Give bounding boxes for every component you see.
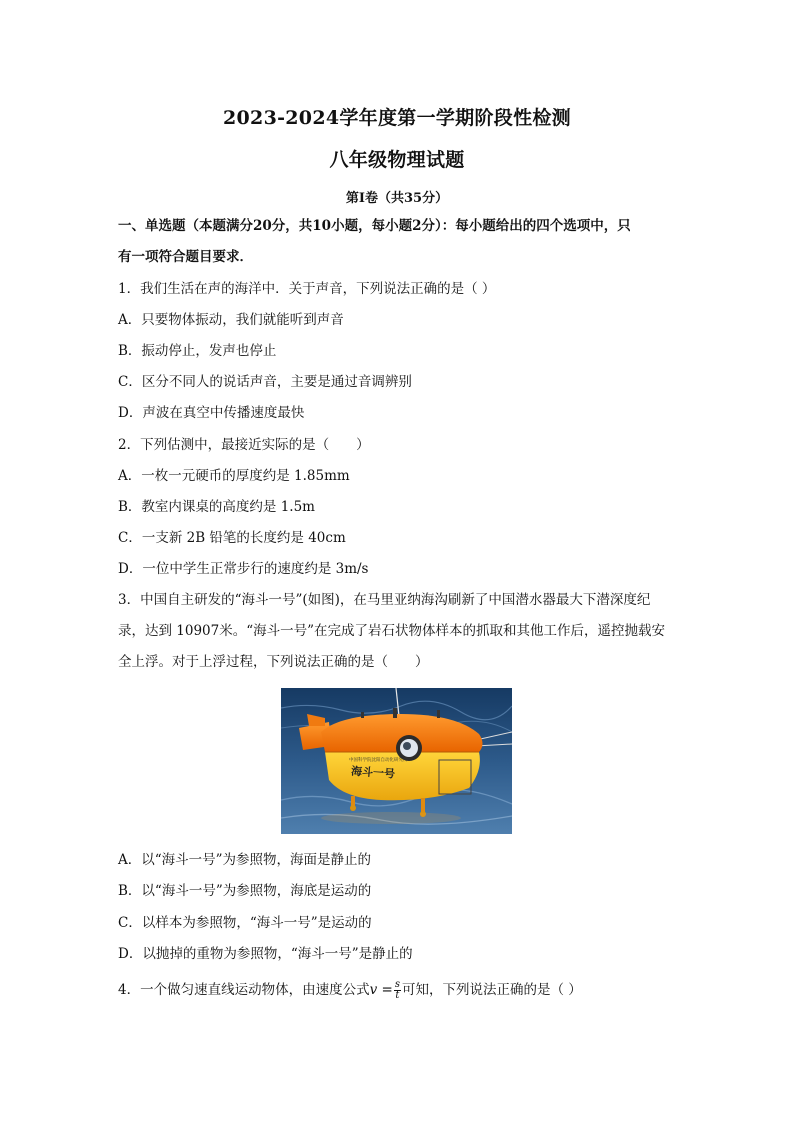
question-4-stem-suffix: 可知，下列说法正确的是（ ） xyxy=(401,982,582,998)
question-1-option-b: B．振动停止，发声也停止 xyxy=(118,343,277,359)
question-2-stem: 2．下列估测中，最接近实际的是（ ） xyxy=(118,437,370,453)
submersible-photo xyxy=(281,688,512,834)
question-1-option-c: C．区分不同人的说话声音，主要是通过音调辨别 xyxy=(118,374,412,390)
velocity-formula-lhs: v = xyxy=(369,982,393,998)
question-3-stem-line-1: 3．中国自主研发的“海斗一号”(如图)，在马里亚纳海沟刷新了中国潜水器最大下潜深度纪 xyxy=(118,592,651,608)
formula-numerator: s xyxy=(394,979,400,990)
velocity-formula-fraction xyxy=(394,980,401,1001)
question-4-stem xyxy=(118,980,678,1001)
formula-denominator: t xyxy=(395,990,400,1001)
exam-subtitle: 八年级物理试题 xyxy=(329,149,465,171)
exam-title: 2023-2024学年度第一学期阶段性检测 xyxy=(223,107,571,129)
question-1-stem: 1．我们生活在声的海洋中．关于声音，下列说法正确的是（ ） xyxy=(118,281,496,297)
question-1-option-a: A．只要物体振动，我们就能听到声音 xyxy=(118,312,344,328)
question-3-stem-line-2: 录，达到 10907米。“海斗一号”在完成了岩石状物体样本的抓取和其他工作后，遥控抛载安 xyxy=(118,623,666,639)
question-2-option-d: D．一位中学生正常步行的速度约是 3m/s xyxy=(118,561,369,577)
question-4-stem-prefix: 4．一个做匀速直线运动物体，由速度公式 xyxy=(118,982,370,998)
question-3-option-b: B．以“海斗一号”为参照物，海底是运动的 xyxy=(118,883,372,899)
instructions-line-1: 一、单选题（本题满分20分，共10小题，每小题2分）：每小题给出的四个选项中，只 xyxy=(118,218,631,234)
question-3-stem-line-3: 全上浮。对于上浮过程，下列说法正确的是（ ） xyxy=(118,654,429,670)
question-3-option-c: C．以样本为参照物，“海斗一号”是运动的 xyxy=(118,915,372,931)
question-2-option-b: B．教室内课桌的高度约是 1.5m xyxy=(118,499,315,515)
question-3-option-a: A．以“海斗一号”为参照物，海面是静止的 xyxy=(118,852,372,868)
question-2-option-a: A．一枚一元硬币的厚度约是 1.85mm xyxy=(118,468,350,484)
question-2-option-c: C．一支新 2B 铅笔的长度约是 40cm xyxy=(118,530,346,546)
instructions-line-2: 有一项符合题目要求． xyxy=(118,249,253,265)
question-1-option-d: D．声波在真空中传播速度最快 xyxy=(118,405,305,421)
hull-small-text: 中国科学院沈阳自动化研究所 xyxy=(349,758,408,763)
hull-name-text: 海斗一号 xyxy=(350,764,396,781)
question-3-option-d: D．以抛掉的重物为参照物，“海斗一号”是静止的 xyxy=(118,946,413,962)
section-title: 第Ⅰ卷（共35分） xyxy=(345,191,449,206)
